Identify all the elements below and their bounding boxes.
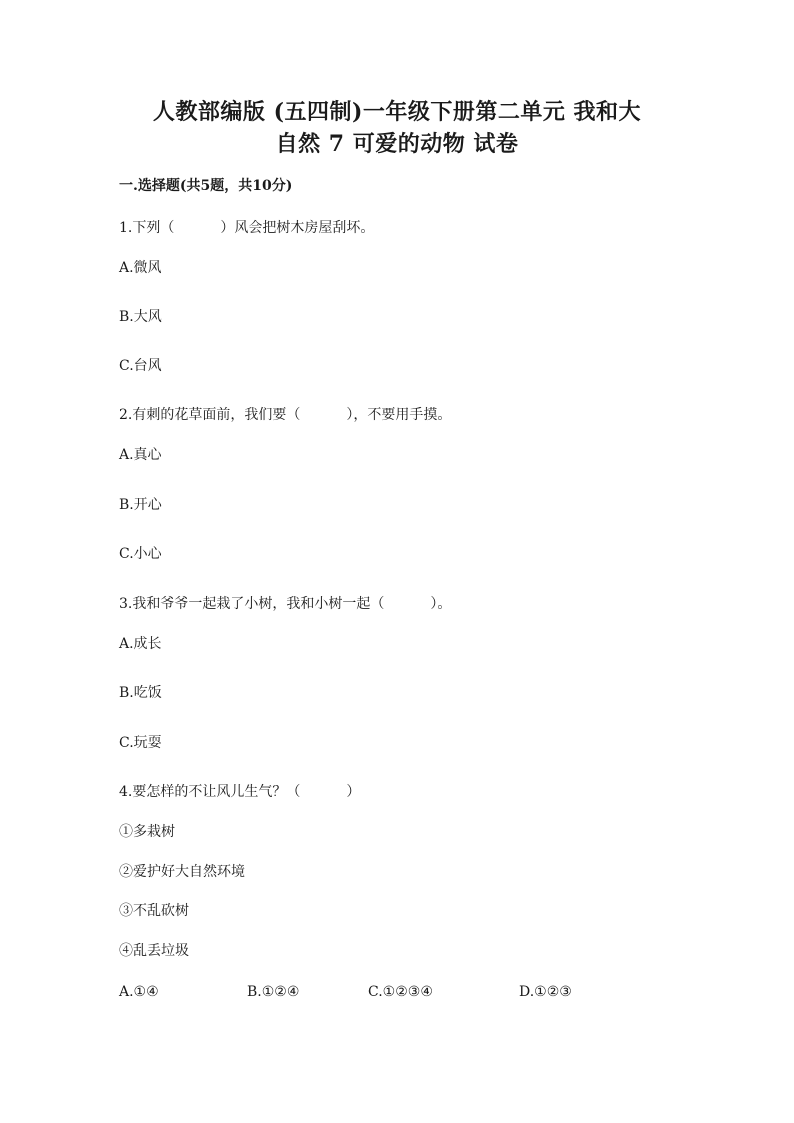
question-2-stem-after: ），不要用手摸。 xyxy=(346,407,452,423)
question-4-option-b: B.①②④ xyxy=(247,984,300,1000)
question-4-stem-before: 4.要怎样的不让风儿生气？（ xyxy=(119,784,301,800)
question-3-option-c: C.玩耍 xyxy=(119,735,162,751)
question-4-statement-2: ②爱护好大自然环境 xyxy=(119,864,245,880)
question-2-stem-before: 2.有刺的花草面前，我们要（ xyxy=(119,407,301,423)
question-3-stem-before: 3.我和爷爷一起栽了小树，我和小树一起（ xyxy=(119,596,385,612)
question-4-option-d: D.①②③ xyxy=(519,984,572,1000)
question-4-statement-1: ①多栽树 xyxy=(119,824,175,840)
question-3-option-b: B.吃饭 xyxy=(119,685,162,701)
question-4-stem xyxy=(119,782,360,802)
question-3-stem xyxy=(119,594,451,614)
question-1-stem xyxy=(119,218,374,238)
question-1-stem-before: 1.下列（ xyxy=(119,220,175,236)
question-1-option-b: B.大风 xyxy=(119,309,162,325)
question-1-option-a: A.微风 xyxy=(119,260,162,276)
question-2-stem xyxy=(119,405,451,425)
question-4-statement-4: ④乱丢垃圾 xyxy=(119,943,189,959)
question-2-option-a: A.真心 xyxy=(119,447,162,463)
question-3-option-a: A.成长 xyxy=(119,636,162,652)
question-4-option-a: A.①④ xyxy=(119,984,159,1000)
question-2-option-c: C.小心 xyxy=(119,546,162,562)
question-3-stem-after: ）。 xyxy=(430,596,452,612)
question-4-statement-3: ③不乱砍树 xyxy=(119,903,189,919)
question-1-option-c: C.台风 xyxy=(119,358,162,374)
question-2-option-b: B.开心 xyxy=(119,497,162,513)
question-4-stem-after: ） xyxy=(346,784,361,800)
exam-title-line-2: 自然 7 可爱的动物 试卷 xyxy=(275,131,519,157)
question-4-option-c: C.①②③④ xyxy=(368,984,433,1000)
exam-title-line-1: 人教部编版 (五四制)一年级下册第二单元 我和大 xyxy=(152,99,642,125)
section-heading: 一.选择题(共5题，共10分) xyxy=(119,178,293,194)
question-1-stem-after: ）风会把树木房屋刮坏。 xyxy=(220,220,375,236)
